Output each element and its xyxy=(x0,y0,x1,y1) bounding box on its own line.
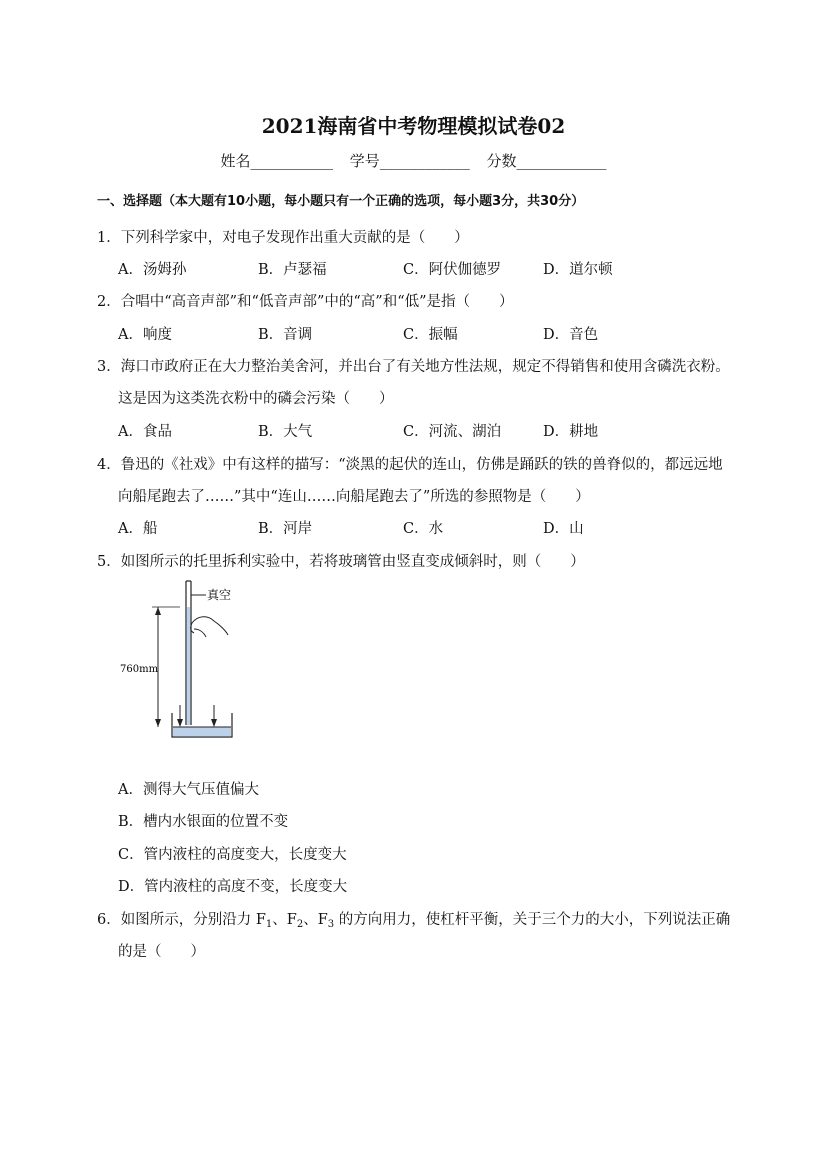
student-info-line xyxy=(0,150,827,171)
exam-title: 2021海南省中考物理模拟试卷02 xyxy=(261,114,566,138)
question-3-option-c: C．河流、湖泊 xyxy=(403,424,502,440)
question-1-option-d: D．道尔顿 xyxy=(543,262,613,278)
pressure-arrowhead-right xyxy=(211,719,217,727)
question-6-stem-part: 、F xyxy=(272,912,297,928)
question-1-option-c: C．阿伏伽德罗 xyxy=(403,262,502,278)
question-6-stem-continued: 的是（ ） xyxy=(118,944,205,960)
question-3-option-d: D．耕地 xyxy=(543,424,599,440)
force-subscript-1: 1 xyxy=(265,919,273,930)
question-5-option-b: B．槽内水银面的位置不变 xyxy=(118,814,289,830)
trough-mercury xyxy=(173,727,231,737)
question-5-option-c: C．管内液柱的高度变大，长度变大 xyxy=(118,847,347,863)
question-6-stem-part: 6．如图所示，分别沿力 F xyxy=(97,912,266,928)
question-4-option-d: D．山 xyxy=(543,521,584,537)
question-1-option-b: B．卢瑟福 xyxy=(258,262,327,278)
question-2-option-c: C．振幅 xyxy=(403,327,458,343)
vacuum-label: 真空 xyxy=(207,588,232,602)
student-id-field: 学号____________ xyxy=(349,152,470,170)
question-4-option-c: C．水 xyxy=(403,521,444,537)
question-6-stem-part: 、F xyxy=(303,912,328,928)
name-field: 姓名___________ xyxy=(220,152,333,170)
force-subscript-3: 3 xyxy=(327,919,335,930)
question-4-option-b: B．河岸 xyxy=(258,521,313,537)
height-arrow-bottom xyxy=(155,719,161,727)
question-4-stem-continued: 向船尾跑去了……”其中“连山……向船尾跑去了”所选的参照物是（ ） xyxy=(118,489,590,505)
force-subscript-2: 2 xyxy=(296,919,304,930)
question-2-option-b: B．音调 xyxy=(258,327,313,343)
pressure-arrowhead-left xyxy=(177,719,183,727)
hand-sketch xyxy=(191,617,228,637)
question-3-stem-continued: 这是因为这类洗衣粉中的磷会污染（ ） xyxy=(118,391,394,407)
question-2-option-d: D．音色 xyxy=(543,327,599,343)
height-label: 760mm xyxy=(120,664,159,675)
question-5-option-d: D．管内液柱的高度不变，长度变大 xyxy=(118,879,348,895)
mercury-column xyxy=(187,607,191,725)
height-arrow-top xyxy=(155,607,161,615)
question-6-stem xyxy=(97,908,730,930)
question-4-stem: 4．鲁迅的《社戏》中有这样的描写：“淡黑的起伏的连山，仿佛是踊跃的铁的兽脊似的，都远远地 xyxy=(97,457,723,473)
question-2-stem: 2．合唱中“高音声部”和“低音声部”中的“高”和“低”是指（ ） xyxy=(97,294,514,310)
question-4-option-a: A．船 xyxy=(118,521,158,537)
question-1-option-a: A．汤姆孙 xyxy=(118,262,187,278)
question-5-option-a: A．测得大气压值偏大 xyxy=(118,782,259,798)
question-3-option-b: B．大气 xyxy=(258,424,313,440)
torricelli-experiment-figure xyxy=(120,575,260,740)
question-3-option-a: A．食品 xyxy=(118,424,172,440)
section-heading: 一、选择题（本大题有10小题，每小题只有一个正确的选项，每小题3分，共30分） xyxy=(97,194,585,209)
question-5-stem: 5．如图所示的托里拆利实验中，若将玻璃管由竖直变成倾斜时，则（ ） xyxy=(97,554,585,570)
question-6-stem-part: 的方向用力，使杠杆平衡，关于三个力的大小，下列说法正确 xyxy=(334,912,731,928)
question-3-stem: 3．海口市政府正在大力整治美舍河，并出台了有关地方性法规，规定不得销售和使用含磷洗衣粉。 xyxy=(97,359,730,375)
question-1-stem: 1．下列科学家中，对电子发现作出重大贡献的是（ ） xyxy=(97,230,469,246)
question-2-option-a: A．响度 xyxy=(118,327,172,343)
score-field: 分数____________ xyxy=(486,152,607,170)
